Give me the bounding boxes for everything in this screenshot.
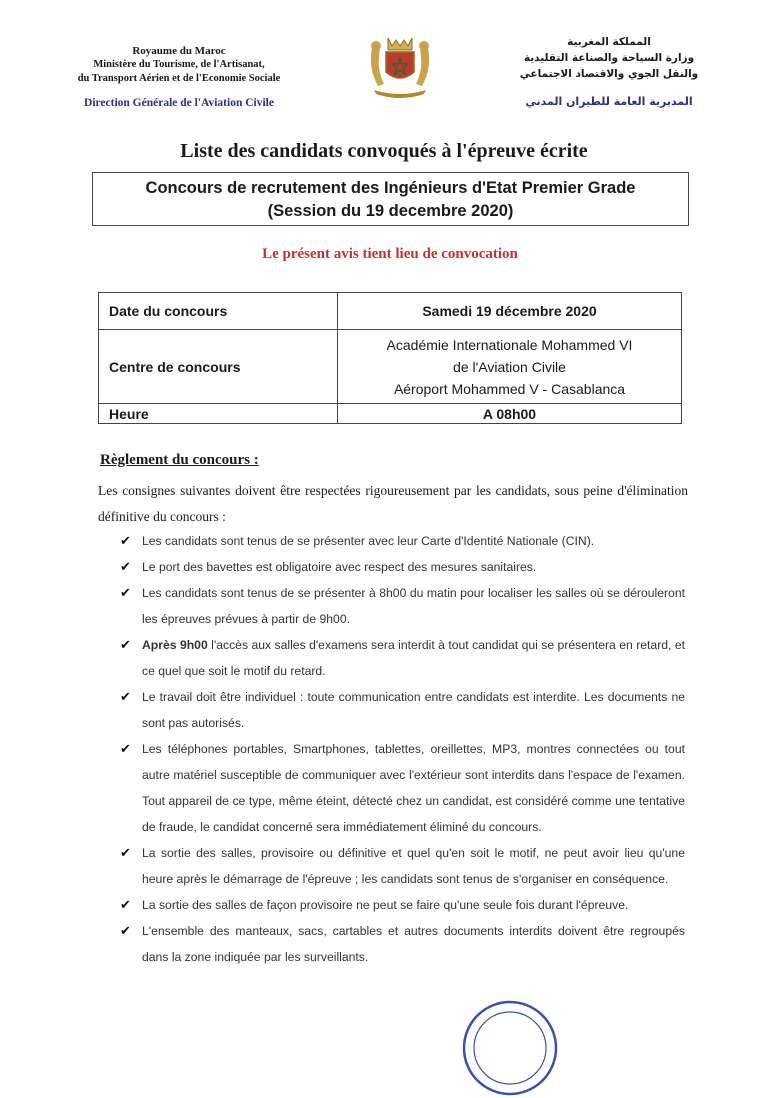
list-item bbox=[120, 554, 685, 580]
header-direction-ar: المديرية العامة للطيران المدني bbox=[525, 95, 693, 108]
rule-text: L'ensemble des manteaux, sacs, cartables et autres documents interdits doivent être regroupés dans la zone indiquée par les surveillants. bbox=[142, 924, 685, 964]
document-title: Liste des candidats convoqués à l'épreuve écrite bbox=[180, 140, 588, 162]
list-item bbox=[120, 528, 685, 554]
header-ministry-line2: du Transport Aérien et de l'Economie Sociale bbox=[77, 73, 281, 84]
header-ministry-ar-line2: والنقل الجوي والاقتصاد الاجتماعي bbox=[519, 68, 699, 80]
header-ministry-line1: Ministère du Tourisme, de l'Artisanat, bbox=[93, 59, 265, 70]
rule-text: Le port des bavettes est obligatoire avec respect des mesures sanitaires. bbox=[142, 560, 537, 574]
check-icon: ✔ bbox=[120, 637, 131, 652]
rule-text: La sortie des salles de façon provisoire ne peut se faire qu'une seule fois durant l'épreuve. bbox=[142, 898, 629, 912]
check-icon: ✔ bbox=[120, 845, 131, 860]
rule-text bbox=[142, 638, 685, 678]
table-row bbox=[99, 404, 682, 424]
list-item bbox=[120, 632, 685, 684]
table-row bbox=[99, 293, 682, 330]
list-item bbox=[120, 918, 685, 970]
centre-line: de l'Aviation Civile bbox=[453, 358, 566, 375]
concours-session: (Session du 19 decembre 2020) bbox=[267, 202, 514, 220]
list-item bbox=[120, 580, 685, 632]
check-icon: ✔ bbox=[120, 897, 131, 912]
list-item bbox=[120, 840, 685, 892]
rules-list bbox=[120, 528, 685, 970]
date-value: Samedi 19 décembre 2020 bbox=[338, 293, 682, 330]
list-item bbox=[120, 684, 685, 736]
heure-value: A 08h00 bbox=[338, 404, 682, 424]
coat-of-arms-emblem bbox=[364, 28, 436, 100]
list-item bbox=[120, 892, 685, 918]
exam-info-table bbox=[98, 292, 682, 424]
header-kingdom: Royaume du Maroc bbox=[132, 45, 226, 57]
centre-label: Centre de concours bbox=[99, 330, 338, 404]
rule-text: Les candidats sont tenus de se présenter avec leur Carte d'Identité Nationale (CIN). bbox=[142, 534, 595, 548]
rule-rest: l'accès aux salles d'examens sera interdit à tout candidat qui se présentera en retard, et ce quel que soit le motif du retard. bbox=[142, 638, 685, 678]
header-left bbox=[44, 44, 314, 110]
rule-emphasis: Après 9h00 bbox=[142, 638, 208, 652]
check-icon: ✔ bbox=[120, 559, 131, 574]
header-kingdom-ar: المملكة المغربية bbox=[567, 36, 651, 48]
table-row bbox=[99, 330, 682, 404]
check-icon: ✔ bbox=[120, 585, 131, 600]
check-icon: ✔ bbox=[120, 741, 131, 756]
official-stamp bbox=[460, 998, 560, 1098]
convocation-notice: Le présent avis tient lieu de convocation bbox=[262, 246, 518, 262]
check-icon: ✔ bbox=[120, 533, 131, 548]
rule-text: Les candidats sont tenus de se présenter à 8h00 du matin pour localiser les salles où se dérouleront les épreuves prévues à partir de 9h00. bbox=[142, 586, 685, 626]
rule-text: Les téléphones portables, Smartphones, tablettes, oreillettes, MP3, montres connectées ou tout autre matériel susceptible de communiquer avec l'extérieur sont interdits dans l'espace de l'examen. Tout appareil de ce type, même éteint, détecté chez un candidat, est considéré comme une tentative de fraude, le candidat concerné sera immédiatement éliminé du concours. bbox=[142, 742, 685, 834]
rule-text: Le travail doit être individuel : toute communication entre candidats est interdite. Les documents ne sont pas autorisés. bbox=[142, 690, 685, 730]
centre-line: Aéroport Mohammed V - Casablanca bbox=[393, 380, 626, 397]
heure-label: Heure bbox=[99, 404, 338, 424]
rule-text: La sortie des salles, provisoire ou définitive et quel qu'en soit le motif, ne peut avoir lieu qu'une heure après le démarrage de l'épreuve ; les candidats sont tenus de s'organiser en conséquence. bbox=[142, 846, 685, 886]
list-item bbox=[120, 736, 685, 840]
header-direction: Direction Générale de l'Aviation Civile bbox=[84, 97, 274, 109]
header-ministry-ar-line1: وزارة السياحة والصناعة التقليدية bbox=[523, 52, 695, 64]
centre-line: Académie Internationale Mohammed VI bbox=[386, 336, 633, 353]
date-label: Date du concours bbox=[99, 293, 338, 330]
reglement-intro: Les consignes suivantes doivent être respectées rigoureusement par les candidats, sous peine d'élimination définitive du concours : bbox=[98, 483, 688, 524]
concours-title: Concours de recrutement des Ingénieurs d'Etat Premier Grade bbox=[145, 179, 636, 197]
check-icon: ✔ bbox=[120, 689, 131, 704]
centre-value bbox=[338, 330, 682, 404]
reglement-heading: Règlement du concours : bbox=[100, 452, 259, 468]
concours-box bbox=[92, 172, 689, 226]
check-icon: ✔ bbox=[120, 923, 131, 938]
header-right bbox=[494, 34, 724, 110]
